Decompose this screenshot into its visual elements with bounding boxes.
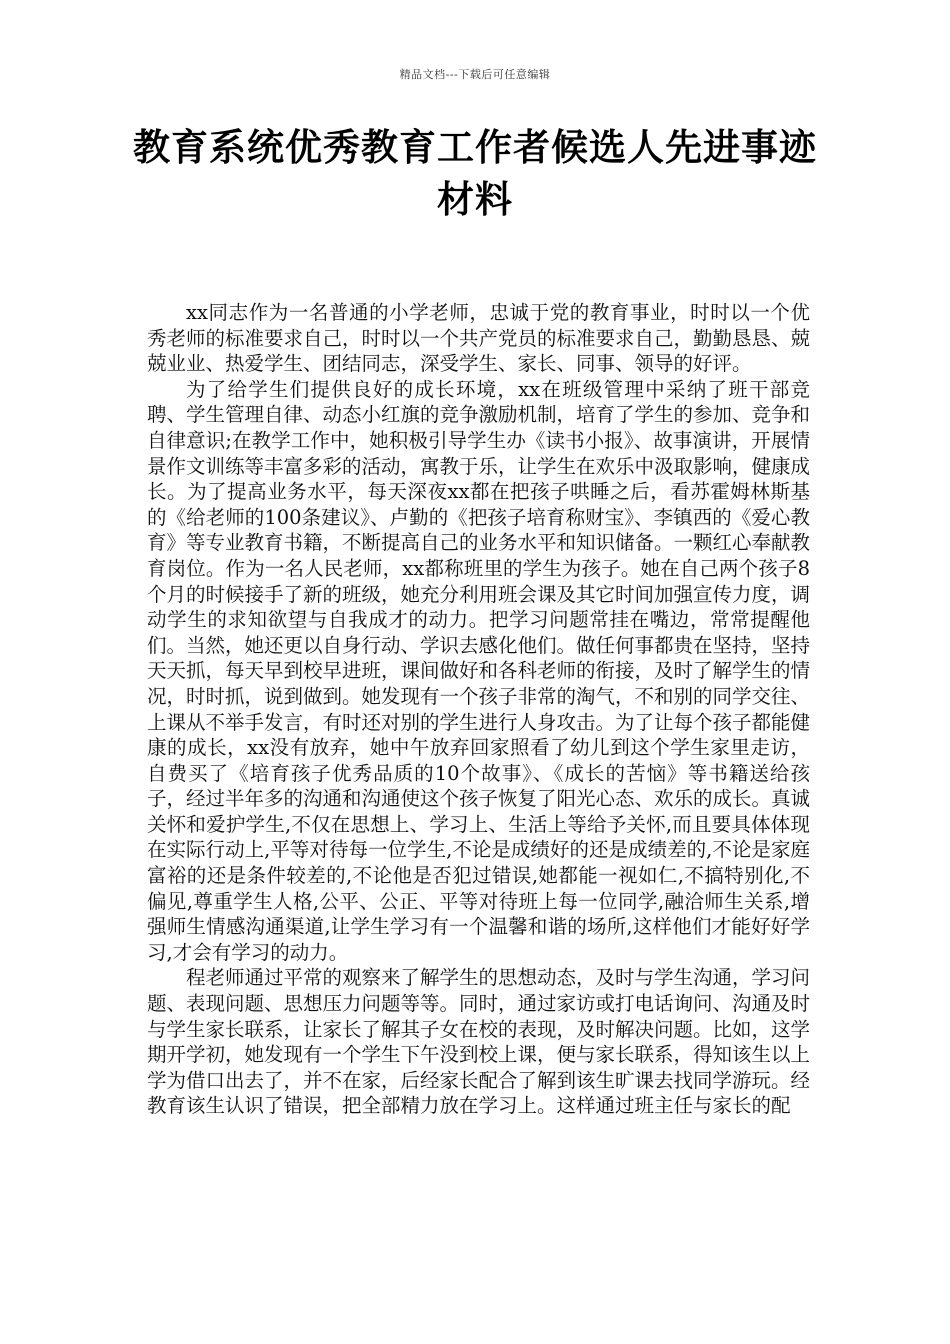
header-note: 精品文档---下载后可任意编辑 (399, 68, 551, 81)
document-title: 教育系统优秀教育工作者候选人先进事迹材料 (133, 126, 817, 221)
paragraph-class-management: 为了给学生们提供良好的成长环境，xx在班级管理中采纳了班干部竞聘、学生管理自律、动态小红旗的竞争激励机制，培育了学生的参加、竞争和自律意识;在教学工作中，她积极引导学生办《读书小报》、故事演讲，开展情景作文训练等丰富多彩的活动，寓教于乐，让学生在欢乐中汲取影响，健康成长。为了提高业务水平，每天深夜xx都在把孩子哄睡之后，看苏霍姆林斯基的《给老师的100条建议》、卢勤的《把孩子培育称财宝》、李镇西的《爱心教育》等专业教育书籍，不断提高自己的业务水平和知识储备。一颗红心奉献教育岗位。作为一名人民老师，xx都称班里的学生为孩子。她在自己两个孩子8个月的时候接手了新的班级，她充分利用班会课及其它时间加强宣传力度，调动学生的求知欲望与自我成才的动力。把学习问题常挂在嘴边，常常提醒他们。当然，她还更以自身行动、学识去感化他们。做任何事都贵在坚持，坚持天天抓，每天早到校早进班，课间做好和各科老师的衔接，及时了解学生的情况，时时抓，说到做到。她发现有一个孩子非常的淘气，不和别的同学交往、上课从不举手发言，有时还对别的学生进行人身攻击。为了让每个孩子都能健康的成长，xx没有放弃，她中午放弃回家照看了幼儿到这个学生家里走访，自费买了《培育孩子优秀品质的10个故事》、《成长的苦恼》等书籍送给孩子，经过半年多的沟通和沟通使这个孩子恢复了阳光心态、欢乐的成长。真诚关怀和爱护学生,不仅在思想上、学习上、生活上等给予关怀,而且要具体体现在实际行动上,平等对待每一位学生,不论是成绩好的还是成绩差的,不论是家庭富裕的还是条件较差的,不论他是否犯过错误,她都能一视如仁,不搞特别化,不偏见,尊重学生人格,公平、公正、平等对待班上每一位同学,融洽师生关系,增强师生情感沟通渠道,让学生学习有一个温馨和谐的场所,这样他们才能好好学习,才会有学习的动力。 (147, 377, 811, 964)
document-body (147, 300, 810, 1119)
paragraph-parent-communication: 程老师通过平常的观察来了解学生的思想动态，及时与学生沟通，学习问题、表现问题、思想压力问题等等。同时，通过家访或打电话询问、沟通及时与学生家长联系，让家长了解其子女在校的表现，及时解决问题。比如，这学期开学初，她发现有一个学生下午没到校上课，便与家长联系，得知该生以上学为借口出去了，并不在家，后经家长配合了解到该生旷课去找同学游玩。经教育该生认识了错误，把全部精力放在学习上。这样通过班主任与家长的配 (147, 966, 811, 1118)
paragraph-intro: xx同志作为一名普通的小学老师，忠诚于党的教育事业，时时以一个优秀老师的标准要求自己，时时以一个共产党员的标准要求自己，勤勤恳恳、兢兢业业、热爱学生、团结同志，深受学生、家长、同事、领导的好评。 (147, 301, 811, 376)
